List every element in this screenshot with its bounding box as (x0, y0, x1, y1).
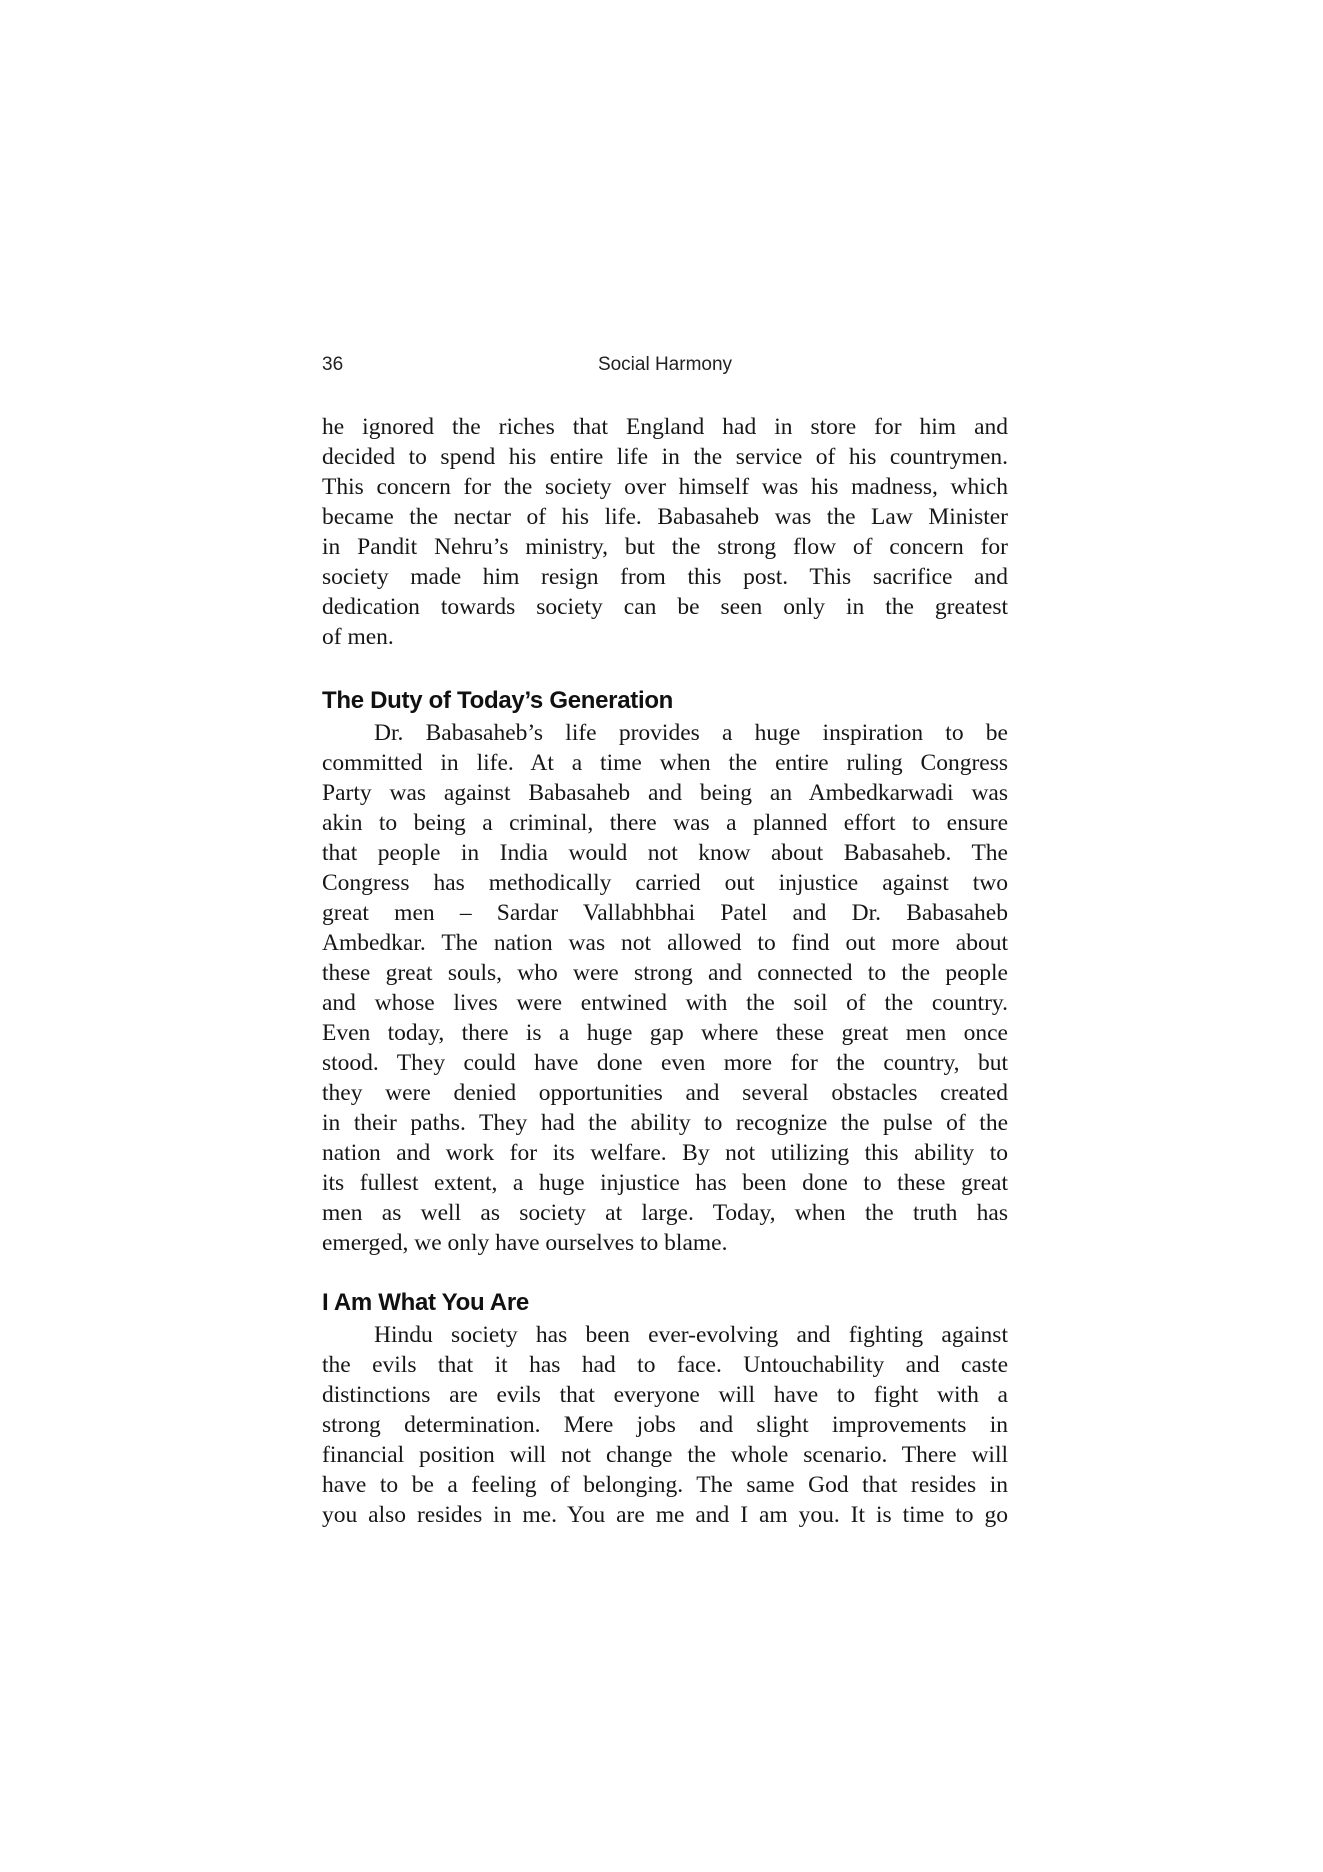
text-line: distinctions are evils that everyone will have to fight with a (322, 1382, 1008, 1408)
text-line: Hindu society has been ever-evolving and fighting against (374, 1322, 1008, 1348)
paragraph-iam (322, 1320, 1008, 1530)
section-heading: I Am What You Are (322, 1289, 529, 1316)
text-line: Party was against Babasaheb and being an Ambedkarwadi was (322, 780, 1008, 806)
text-line: men as well as society at large. Today, when the truth has (322, 1200, 1008, 1226)
text-line: emerged, we only have ourselves to blame. (322, 1230, 728, 1256)
text-line: Even today, there is a huge gap where these great men once (322, 1020, 1008, 1046)
text-line: in their paths. They had the ability to recognize the pulse of the (322, 1110, 1008, 1136)
text-line: nation and work for its welfare. By not utilizing this ability to (322, 1140, 1008, 1166)
paragraph-intro (322, 412, 1008, 652)
text-line: great men – Sardar Vallabhbhai Patel and Dr. Babasaheb (322, 900, 1008, 926)
text-line: This concern for the society over himself was his madness, which (322, 474, 1008, 500)
text-line: of men. (322, 624, 394, 650)
text-line: you also resides in me. You are me and I am you. It is time to go (322, 1502, 1008, 1528)
text-line: its fullest extent, a huge injustice has been done to these great (322, 1170, 1008, 1196)
paragraph-duty (322, 718, 1008, 1258)
text-line: decided to spend his entire life in the service of his countrymen. (322, 444, 1008, 470)
text-line: strong determination. Mere jobs and slight improvements in (322, 1412, 1008, 1438)
text-line: he ignored the riches that England had in store for him and (322, 414, 1008, 440)
text-line: Dr. Babasaheb’s life provides a huge inspiration to be (374, 720, 1008, 746)
text-line: akin to being a criminal, there was a planned effort to ensure (322, 810, 1008, 836)
text-line: the evils that it has had to face. Untouchability and caste (322, 1352, 1008, 1378)
text-line: and whose lives were entwined with the soil of the country. (322, 990, 1008, 1016)
page-number: 36 (322, 354, 344, 375)
text-line: that people in India would not know about Babasaheb. The (322, 840, 1008, 866)
text-line: Ambedkar. The nation was not allowed to find out more about (322, 930, 1008, 956)
running-head (322, 354, 1008, 380)
text-line: stood. They could have done even more for the country, but (322, 1050, 1008, 1076)
text-line: society made him resign from this post. This sacrifice and (322, 564, 1008, 590)
running-title: Social Harmony (597, 354, 733, 375)
text-line: in Pandit Nehru’s ministry, but the strong flow of concern for (322, 534, 1008, 560)
text-line: have to be a feeling of belonging. The same God that resides in (322, 1472, 1008, 1498)
text-line: they were denied opportunities and several obstacles created (322, 1080, 1008, 1106)
text-line: became the nectar of his life. Babasaheb was the Law Minister (322, 504, 1008, 530)
section-i-am-what-you-are (322, 1286, 1008, 1530)
text-line: committed in life. At a time when the entire ruling Congress (322, 750, 1008, 776)
text-line: these great souls, who were strong and connected to the people (322, 960, 1008, 986)
section-duty (322, 684, 1008, 1258)
section-heading: The Duty of Today’s Generation (322, 687, 674, 714)
text-line: Congress has methodically carried out injustice against two (322, 870, 1008, 896)
text-line: dedication towards society can be seen only in the greatest (322, 594, 1008, 620)
text-line: financial position will not change the whole scenario. There will (322, 1442, 1008, 1468)
